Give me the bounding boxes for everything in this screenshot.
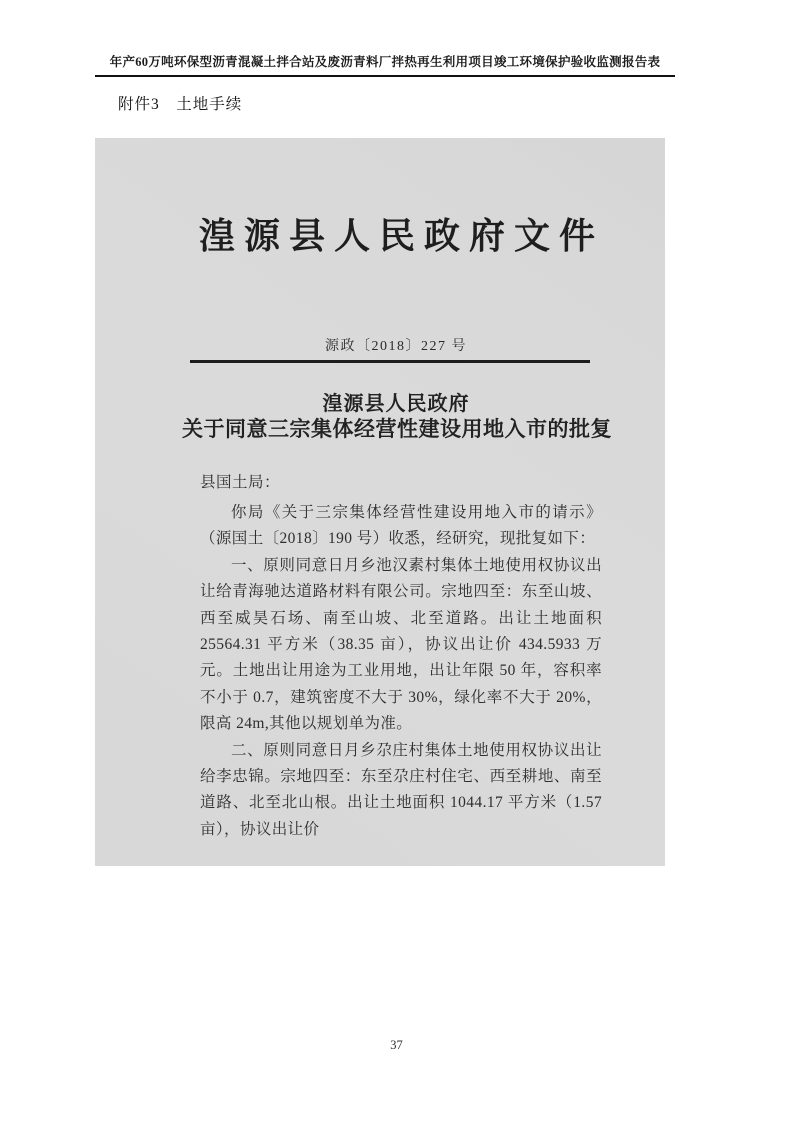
attachment-heading: 附件3 土地手续 [118, 96, 243, 113]
document-salutation: 县国土局： [200, 474, 281, 491]
scanned-document [95, 138, 665, 866]
document-content [182, 138, 612, 866]
report-running-title: 年产60万吨环保型沥青混凝土拌合站及废沥青料厂拌热再生利用项目竣工环境保护验收监测报告表 [95, 52, 675, 77]
masthead-divider-rule [190, 360, 590, 363]
body-paragraph-item-2: 二、原则同意日月乡尕庄村集体土地使用权协议出让给李忠锦。宗地四至：东至尕庄村住宅、西至耕地、南至道路、北至北山根。出让土地面积 1044.17 平方米（1.57 亩），协议出让价 [200, 741, 602, 838]
government-document-masthead: 湟源县人民政府文件 [199, 216, 605, 256]
document-title-subject: 关于同意三宗集体经营性建设用地入市的批复 [182, 417, 612, 441]
document-title-issuer: 湟源县人民政府 [322, 393, 470, 415]
document-body [200, 500, 602, 843]
body-paragraph-reply-intro: 你局《关于三宗集体经营性建设用地入市的请示》（源国土〔2018〕190 号）收悉，经研究，现批复如下： [200, 504, 602, 548]
page-number: 37 [390, 1038, 403, 1052]
document-number: 源政〔2018〕227 号 [325, 339, 467, 354]
body-paragraph-item-1: 一、原则同意日月乡池汉素村集体土地使用权协议出让给青海驰达道路材料有限公司。宗地四至：东至山坡、西至威昊石场、南至山坡、北至道路。出让土地面积 25564.31 平方米（38.35 亩），协议出让价 434.5933 万元。土地出让用途为工业用地，出让年限 50 年，容积率不小于 0.7，建筑密度不大于 30%，绿化率不大于 20%，限高 24m,其他以规划单为准。 [200, 556, 602, 733]
